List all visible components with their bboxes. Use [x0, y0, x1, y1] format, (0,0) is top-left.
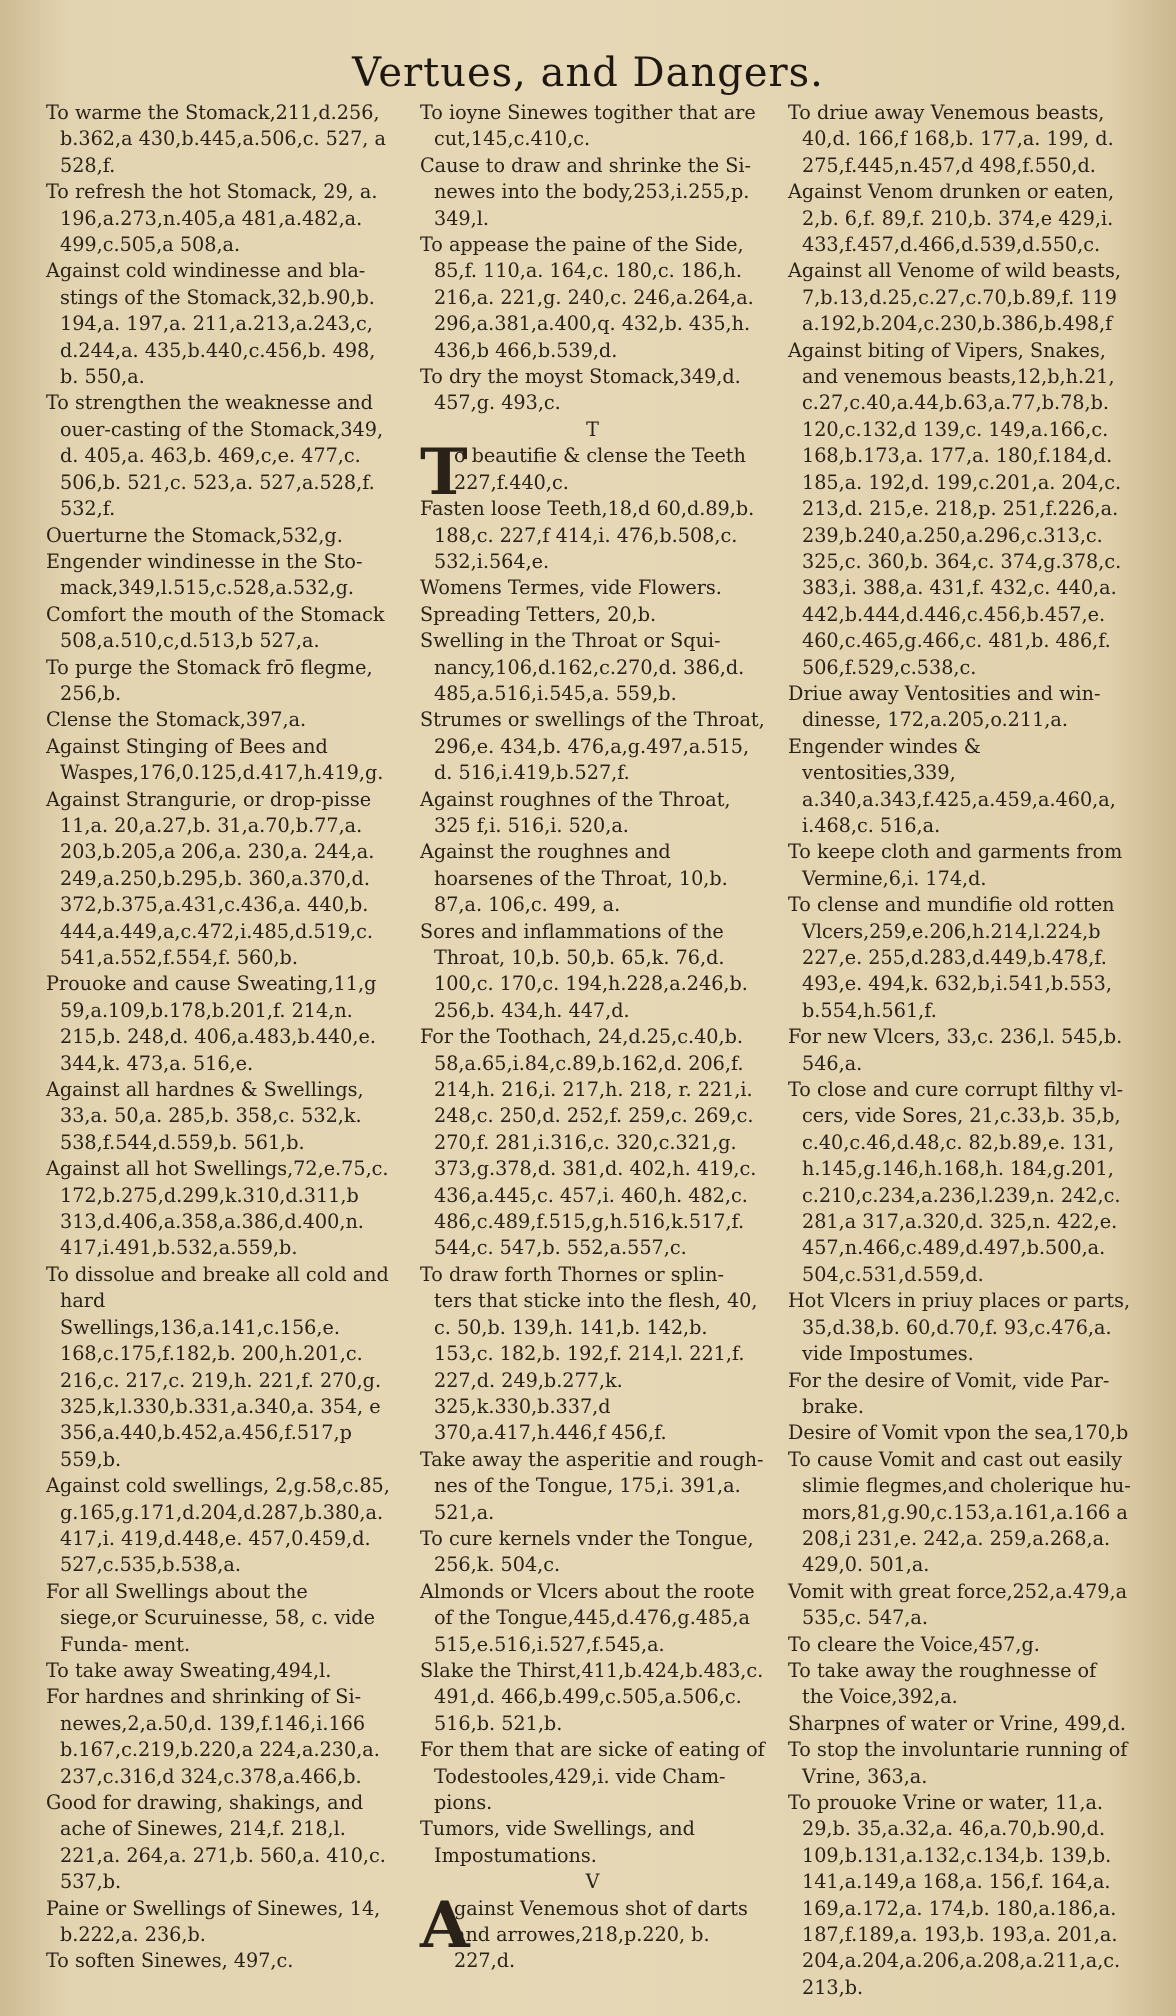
index-entry: To draw forth Thornes or splin- ters that sticke into the flesh, 40, c. 50,b. 139,h. 141,b. 142,b. 153,c. 182,b. 192,f. 214,l. 221,f. 227,d. 249,b.277,k. 325,k.330,b.337,d 370,a.417,h.446,f 456,f.	[420, 1262, 758, 1445]
index-entry: To keepe cloth and garments from Vermine,6,i. 174,d.	[788, 840, 1123, 890]
index-entry: Against all Venome of wild beasts, 7,b.13,d.25,c.27,c.70,b.89,f. 119 a.192,b.204,c.230,b.386,b.498,f	[788, 259, 1121, 336]
index-entry: Sores and inflammations of the Throat, 10,b. 50,b. 65,k. 76,d. 100,c. 170,c. 194,h.228,a.246,b. 256,b. 434,h. 447,d.	[420, 919, 748, 1022]
index-entry: To appease the paine of the Side, 85,f. 110,a. 164,c. 180,c. 186,h. 216,a. 221,g. 240,c. 246,a.264,a. 296,a.381,a.400,q. 432,b. 435,h. 436,b 466,b.539,d.	[420, 233, 754, 362]
page-title: Vertues, and Dangers.	[352, 50, 824, 96]
index-entry: Against roughnes of the Throat, 325 f,i. 516,i. 520,a.	[420, 787, 731, 837]
index-entry: For them that are sicke of eating of Todestooles,429,i. vide Cham- pions.	[420, 1738, 765, 1814]
index-entry: Against all hot Swellings,72,e.75,c. 172,b.275,d.299,k.310,d.311,b 313,d.406,a.358,a.386,d.400,n. 417,i.491,b.532,a.559,b.	[46, 1157, 389, 1260]
index-entry: Against biting of Vipers, Snakes, and venemous beasts,12,b,h.21, c.27,c.40,a.44,b.63,a.77,b.78,b. 120,c.132,d 139,c. 149,a.166,c. 168,b.173,a. 177,a. 180,f.184,d. 185,a. 192,d. 199,c.201,a. 204,c. 213,d. 215,e. 218,p. 251,f.226,a. 239,b.240,a.250,a.296,c.313,c. 325,c. 360,b. 364,c. 374,g.378,c. 383,i. 388,a. 431,f. 432,c. 440,a. 442,b.444,d.446,c.456,b.457,e. 460,c.465,g.466,c. 481,b. 486,f. 506,f.529,c.538,c.	[788, 338, 1122, 679]
index-entry: To take away Sweating,494,l.	[46, 1658, 332, 1682]
index-entry: For hardnes and shrinking of Si- newes,2,a.50,d. 139,f.146,i.166 b.167,c.219,b.220,a 224,a.230,a. 237,c.316,d 324,c.378,a.466,b.	[46, 1685, 380, 1788]
index-entry: For new Vlcers, 33,c. 236,l. 545,b. 546,a.	[788, 1025, 1123, 1075]
index-entry: Swelling in the Throat or Squi- nancy,106,d.162,c.270,d. 386,d. 485,a.516,i.545,a. 559,b.	[420, 629, 745, 705]
index-entry: Hot Vlcers in priuy places or parts, 35,d.38,b. 60,d.70,f. 93,c.476,a. vide Impostumes.	[788, 1289, 1131, 1366]
index-entry: Against Stinging of Bees and Waspes,176,0.125,d.417,h.419,g.	[46, 734, 384, 785]
entry-text: gainst Venemous shot of darts and arrowes,218,p.220, b. 227,d.	[454, 1896, 748, 1973]
index-entry: To stop the involuntarie running of Vrine, 363,a.	[788, 1738, 1128, 1788]
drop-cap: A	[420, 1887, 470, 1963]
index-entry: Ouerturne the Stomack,532,g.	[46, 523, 343, 547]
index-entry: Vomit with great force,252,a.479,a 535,c. 547,a.	[788, 1579, 1128, 1630]
index-entry: Paine or Swellings of Sinewes, 14, b.222,a. 236,b.	[46, 1896, 381, 1947]
index-entry: Clense the Stomack,397,a.	[46, 708, 307, 732]
index-entry: To purge the Stomack frō flegme, 256,b.	[46, 655, 373, 705]
index-column-3	[788, 100, 1133, 2001]
index-entry: To warme the Stomack,211,d.256, b.362,a 430,b.445,a.506,c. 527, a 528,f.	[46, 101, 386, 177]
index-entry: For the Toothach, 24,d.25,c.40,b. 58,a.65,i.84,c.89,b.162,d. 206,f. 214,h. 216,i. 217,h. 218, r. 221,i. 248,c. 250,d. 252,f. 259,c. 269,c. 270,f. 281,i.316,c. 320,c.321,g. 373,g.378,d. 381,d. 402,h. 419,c. 436,a.445,c. 457,i. 460,h. 482,c. 486,c.489,f.515,g,h.516,k.517,f. 544,c. 547,b. 552,a.557,c.	[420, 1025, 757, 1260]
index-entry: Against all hardnes & Swellings, 33,a. 50,a. 285,b. 358,c. 532,k. 538,f.544,d.559,b. 561,b.	[46, 1078, 364, 1154]
index-entry: Against cold swellings, 2,g.58,c.85, g.165,g.171,d.204,d.287,b.380,a. 417,i. 419,d.448,e. 457,0.459,d. 527,c.535,b.538,a.	[46, 1474, 390, 1577]
index-entry: Take away the asperitie and rough- nes of the Tongue, 175,i. 391,a. 521,a.	[420, 1447, 764, 1524]
index-entry: Against cold windinesse and bla- stings of the Stomack,32,b.90,b. 194,a. 197,a. 211,a.213,a.243,c, d.244,a. 435,b.440,c.456,b. 498, b. 550,a.	[46, 259, 376, 389]
index-column-2	[420, 100, 765, 1975]
index-entry: To driue away Venemous beasts, 40,d. 166,f 168,b. 177,a. 199, d. 275,f.445,n.457,d 498,f.550,d.	[788, 101, 1114, 177]
index-entry: Against Strangurie, or drop-pisse 11,a. 20,a.27,b. 31,a.70,b.77,a. 203,b.205,a 206,a. 230,a. 244,a. 249,a.250,b.295,b. 360,a.370,d. 372,b.375,a.431,c.436,a. 440,b. 444,a.449,a,c.472,i.485,d.519,c. 541,a.552,f.554,f. 560,b.	[46, 787, 375, 969]
index-entry: Driue away Ventosities and win- dinesse, 172,a.205,o.211,a.	[788, 681, 1101, 732]
index-entry: To soften Sinewes, 497,c.	[46, 1949, 294, 1973]
index-entry: Slake the Thirst,411,b.424,b.483,c. 491,d. 466,b.499,c.505,a.506,c. 516,b. 521,b.	[420, 1658, 764, 1735]
index-entry: To refresh the hot Stomack, 29, a. 196,a.273,n.405,a 481,a.482,a. 499,c.505,a 508,a.	[46, 180, 378, 257]
section-letter: V	[585, 1870, 600, 1894]
index-entry: Prouoke and cause Sweating,11,g 59,a.109,b.178,b.201,f. 214,n. 215,b. 248,d. 406,a.483,b.440,e. 344,k. 473,a. 516,e.	[46, 972, 377, 1075]
index-entry	[420, 435, 765, 511]
index-entry: Against the roughnes and hoarsenes of the Throat, 10,b. 87,a. 106,c. 499, a.	[420, 840, 728, 917]
index-entry: For all Swellings about the siege,or Scuruinesse, 58, c. vide Funda- ment.	[46, 1579, 375, 1656]
index-entry: Womens Termes, vide Flowers.	[420, 576, 722, 600]
index-entry: To cleare the Voice,457,g.	[788, 1632, 1040, 1656]
index-entry: Strumes or swellings of the Throat, 296,e. 434,b. 476,a,g.497,a.515, d. 516,i.419,b.527,f.	[420, 708, 765, 785]
index-column-1	[46, 100, 391, 1975]
index-entry: To ioyne Sinewes togither that are cut,145,c.410,c.	[420, 101, 756, 151]
index-entry: Against Venom drunken or eaten, 2,b. 6,f. 89,f. 210,b. 374,e 429,i. 433,f.457,d.466,d.539,d.550,c.	[788, 180, 1115, 257]
index-entry	[420, 1887, 765, 1975]
index-entry: Sharpnes of water or Vrine, 499,d.	[788, 1711, 1127, 1735]
index-entry: To dry the moyst Stomack,349,d. 457,g. 493,c.	[420, 365, 741, 415]
entry-text: o beautifie & clense the Teeth 227,f.440,c.	[454, 444, 746, 494]
index-entry: Comfort the mouth of the Stomack 508,a.510,c,d.513,b 527,a.	[46, 602, 385, 653]
index-entry: Cause to draw and shrinke the Si- newes into the body,253,i.255,p. 349,l.	[420, 153, 751, 230]
index-entry: To cause Vomit and cast out easily slimie flegmes,and cholerique hu- mors,81,g.90,c.153,a.161,a.166 a 208,i 231,e. 242,a. 259,a.268,a. 429,0. 501,a.	[788, 1447, 1131, 1577]
index-entry: To clense and mundifie old rotten Vlcers,259,e.206,h.214,l.224,b 227,e. 255,d.283,d.449,b.478,f. 493,e. 494,k. 632,b,i.541,b.553, b.554,h.561,f.	[788, 893, 1115, 1022]
index-entry: To strengthen the weaknesse and ouer-casting of the Stomack,349, d. 405,a. 463,b. 469,c,e. 477,c. 506,b. 521,c. 523,a. 527,a.528,f. 532,f.	[46, 391, 384, 521]
index-entry: Spreading Tetters, 20,b.	[420, 602, 657, 626]
index-entry: Good for drawing, shakings, and ache of Sinewes, 214,f. 218,l. 221,a. 264,a. 271,b. 560,a. 410,c. 537,b.	[46, 1791, 386, 1894]
section-letter: T	[586, 417, 599, 441]
index-entry: For the desire of Vomit, vide Par- brake.	[788, 1368, 1110, 1418]
index-entry: To take away the roughnesse of the Voice,392,a.	[788, 1658, 1097, 1709]
index-entry: Tumors, vide Swellings, and Impostumations.	[420, 1817, 695, 1867]
index-entry: To dissolue and breake all cold and hard Swellings,136,a.141,c.156,e. 168,c.175,f.182,b. 200,h.201,c. 216,c. 217,c. 219,h. 221,f. 270,g. 325,k,l.330,b.331,a.340,a. 354, e 356,a.440,b.452,a.456,f.517,p 559,b.	[46, 1262, 389, 1471]
drop-cap: T	[420, 435, 468, 511]
index-entry: Fasten loose Teeth,18,d 60,d.89,b. 188,c. 227,f 414,i. 476,b.508,c. 532,i.564,e.	[420, 497, 755, 573]
index-entry: Engender windinesse in the Sto- mack,349,l.515,c.528,a.532,g.	[46, 549, 363, 600]
index-entry: To prouoke Vrine or water, 11,a. 29,b. 35,a.32,a. 46,a.70,b.90,d. 109,b.131,a.132,c.134,b. 139,b. 141,a.149,a 168,a. 156,f. 164,a. 169,a.172,a. 174,b. 180,a.186,a. 187,f.189,a. 193,b. 193,a. 201,a. 204,a.204,a.206,a.208,a.211,a,c. 213,b.	[788, 1791, 1121, 1999]
index-entry: To close and cure corrupt filthy vl- cers, vide Sores, 21,c.33,b. 35,b, c.40,c.46,d.48,c. 82,b.89,e. 131, h.145,g.146,h.168,h. 184,g.201, c.210,c.234,a.236,l.239,n. 242,c. 281,a 317,a.320,d. 325,n. 422,e. 457,n.466,c.489,d.497,b.500,a. 504,c.531,d.559,d.	[788, 1078, 1124, 1286]
index-entry: Engender windes & ventosities,339, a.340,a.343,f.425,a.459,a.460,a, i.468,c. 516,a.	[788, 734, 1116, 837]
index-entry: Almonds or Vlcers about the roote of the Tongue,445,d.476,g.485,a 515,e.516,i.527,f.545,a.	[420, 1579, 755, 1656]
index-entry: To cure kernels vnder the Tongue, 256,k. 504,c.	[420, 1526, 754, 1577]
index-entry: Desire of Vomit vpon the sea,170,b	[788, 1421, 1129, 1445]
